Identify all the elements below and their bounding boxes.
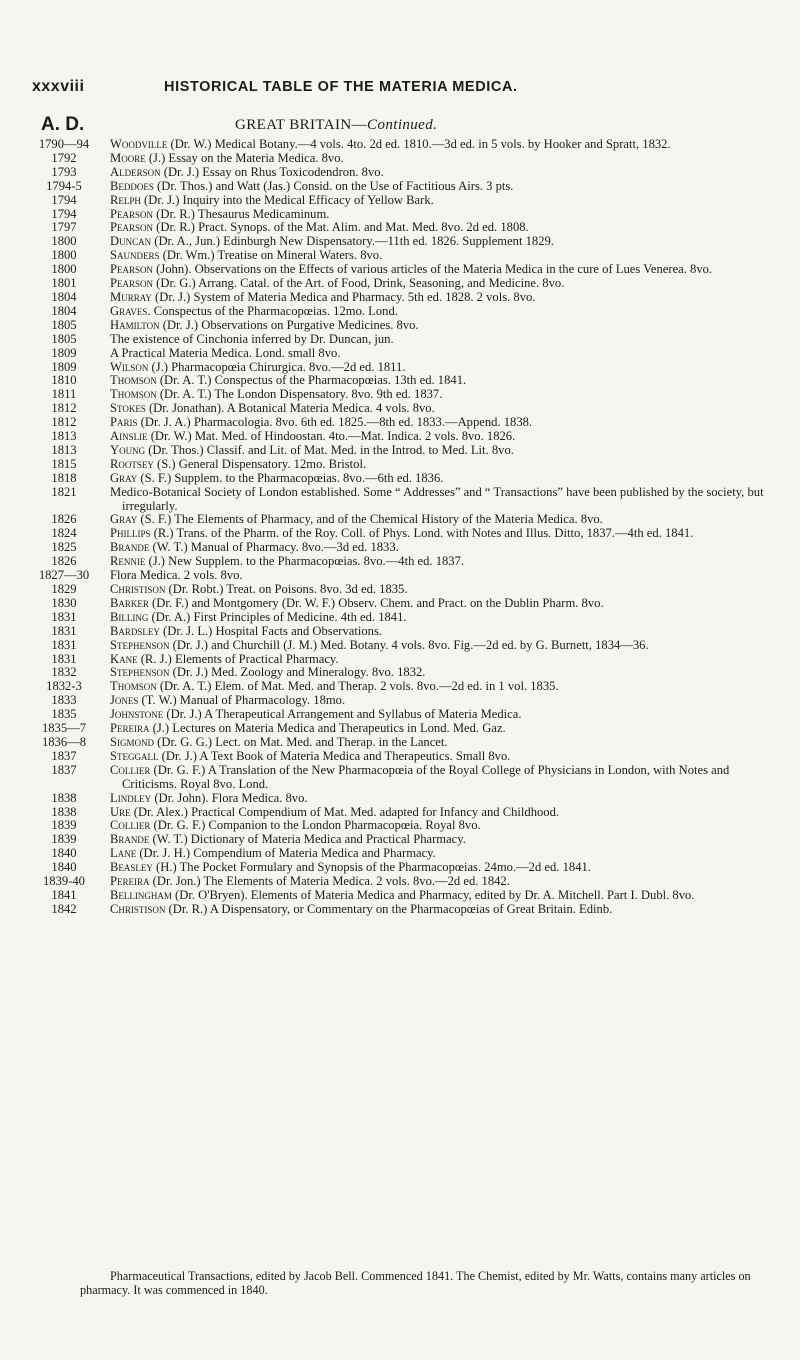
entry-year: 1835	[51, 707, 77, 722]
entry-description: (J.) New Supplem. to the Pharmacopœias. 8vo.—4th ed. 1837.	[145, 554, 465, 569]
entry-year: 1838	[51, 790, 77, 805]
entry-text	[110, 319, 785, 333]
entry-description: (Dr. Robt.) Treat. on Poisons. 8vo. 3d ed. 1835.	[165, 582, 408, 596]
page-number: xxxviii	[32, 78, 85, 95]
entry-author: Barker	[110, 595, 149, 610]
entry-row	[30, 374, 800, 388]
entry-year: 1831	[51, 609, 77, 624]
entry-row	[30, 319, 800, 333]
entry-text	[110, 861, 785, 875]
entry-row	[30, 249, 800, 263]
entry-row	[30, 152, 800, 166]
entry-row	[30, 527, 800, 541]
entry-description: (Dr. R.) Pract. Synops. of the Mat. Alim. and Mat. Med. 8vo. 2d ed. 1808.	[153, 220, 529, 235]
entry-text	[110, 277, 785, 291]
entry-author: Beddoes	[110, 178, 154, 193]
entry-row	[30, 639, 800, 653]
entry-description: (Dr. A., Jun.) Edinburgh New Dispensatory.—11th ed. 1826. Supplement 1829.	[151, 234, 554, 249]
entry-author: Thomson	[110, 679, 157, 694]
entry-author: Duncan	[110, 234, 152, 249]
entry-description: (Dr. J.) and Churchill (J. M.) Med. Botany. 4 vols. 8vo. Fig.—2d ed. by G. Burnett, 1834—36.	[169, 637, 649, 652]
entry-description: (R.) Trans. of the Pharm. of the Roy. Coll. of Phys. Lond. with Notes and Illus. Ditto, 1837.—4th ed. 1841.	[150, 526, 694, 541]
entry-row	[30, 402, 800, 416]
entry-row	[30, 541, 800, 555]
entry-author: Wilson	[110, 359, 149, 374]
entry-row	[30, 555, 800, 569]
entry-description: (Dr. Thos.) Classif. and Lit. of Mat. Med. in the Introd. to Med. Lit. 8vo.	[145, 442, 514, 457]
entry-row	[30, 513, 800, 527]
entry-description: (J.) Pharmacopœia Chirurgica. 8vo.—2d ed. 1811.	[148, 359, 406, 374]
entry-text	[110, 889, 785, 903]
entry-author: Stephenson	[110, 637, 170, 652]
entry-text	[110, 792, 785, 806]
entry-author: Pearson	[110, 220, 154, 235]
entry-author: Sigmond	[110, 734, 155, 749]
entry-year: 1841	[51, 887, 77, 902]
entry-year: 1805	[51, 317, 77, 332]
entry-year: 1811	[51, 387, 77, 402]
entry-author: Murray	[110, 289, 152, 304]
entry-author: Christison	[110, 582, 166, 596]
entry-year: 1812	[51, 401, 77, 416]
entry-year: 1840	[51, 846, 77, 861]
entry-text	[110, 235, 785, 249]
entry-year: 1838	[51, 804, 77, 819]
entry-description: (Dr. O'Bryen). Elements of Materia Medica and Pharmacy, edited by Dr. A. Mitchell. Part I. Dubl. 8vo.	[171, 887, 695, 902]
entry-text	[110, 402, 785, 416]
entry-text	[110, 361, 785, 375]
entry-row	[30, 889, 800, 903]
entry-text	[110, 221, 785, 235]
entry-text	[110, 736, 785, 750]
entry-author: Pearson	[110, 276, 154, 291]
entry-author: Rootsey	[110, 456, 154, 471]
entry-author: Lane	[110, 846, 137, 861]
entry-year: 1815	[51, 456, 77, 471]
entry-row	[30, 875, 800, 889]
entry-text	[110, 472, 785, 486]
entry-description: (Dr. W.) Medical Botany.—4 vols. 4to. 2d ed. 1810.—3d ed. in 5 vols. by Hooker and Spratt, 1832.	[167, 137, 671, 151]
entry-row	[30, 235, 800, 249]
entry-row	[30, 194, 800, 208]
entry-text	[110, 291, 785, 305]
entry-row	[30, 861, 800, 875]
entry-description: (Dr. G. G.) Lect. on Mat. Med. and Therap. in the Lancet.	[154, 734, 448, 749]
entry-author: Thomson	[110, 373, 157, 388]
entry-row	[30, 694, 800, 708]
page-header	[32, 78, 780, 100]
entry-row	[30, 653, 800, 667]
entry-author: Pereira	[110, 874, 150, 889]
entry-row	[30, 486, 800, 514]
entry-author: Lindley	[110, 790, 152, 805]
entry-author: Rennie	[110, 554, 146, 569]
entry-text	[110, 597, 785, 611]
entry-row	[30, 166, 800, 180]
entry-row	[30, 138, 800, 152]
entry-year: 1835—7	[41, 721, 87, 736]
entry-description: (Dr. Thos.) and Watt (Jas.) Consid. on the Use of Factitious Airs. 3 pts.	[153, 178, 514, 193]
entry-text	[110, 611, 785, 625]
entry-description: (Dr. F.) and Montgomery (Dr. W. F.) Observ. Chem. and Pract. on the Dublin Pharm. 8vo.	[148, 595, 604, 610]
entry-year: 1827—30	[38, 568, 90, 583]
entry-text	[110, 388, 785, 402]
entry-row	[30, 583, 800, 597]
entry-text	[110, 555, 785, 569]
entry-year: 1793	[51, 164, 77, 179]
running-title: HISTORICAL TABLE OF THE MATERIA MEDICA.	[164, 79, 518, 95]
entry-description: (T. W.) Manual of Pharmacology. 18mo.	[138, 693, 346, 708]
entry-description: (Dr. J.) Med. Zoology and Mineralogy. 8vo. 1832.	[169, 665, 426, 680]
entry-row	[30, 833, 800, 847]
entry-author: Stokes	[110, 401, 146, 416]
entry-row	[30, 680, 800, 694]
entry-year: 1805	[51, 331, 77, 346]
entry-description: (Dr. W.) Mat. Med. of Hindoostan. 4to.—Mat. Indica. 2 vols. 8vo. 1826.	[147, 429, 516, 444]
entry-author: Thomson	[110, 387, 157, 402]
entry-row	[30, 458, 800, 472]
entry-author: Ainslie	[110, 429, 148, 444]
entry-year: 1832	[51, 665, 77, 680]
entry-author: Graves	[110, 303, 148, 318]
entry-description: (Dr. A. T.) Elem. of Mat. Med. and Therap. 2 vols. 8vo.—2d ed. in 1 vol. 1835.	[156, 679, 559, 694]
entry-row	[30, 750, 800, 764]
entry-year: 1837	[51, 748, 77, 763]
entry-description: Flora Medica. 2 vols. 8vo.	[110, 568, 243, 583]
entry-year: 1800	[51, 248, 77, 263]
entry-text	[110, 430, 785, 444]
entry-text	[110, 819, 785, 833]
entry-year: 1830	[51, 595, 77, 610]
section-title-main: GREAT BRITAIN—	[235, 117, 368, 133]
entry-text	[110, 764, 785, 792]
entry-row	[30, 221, 800, 235]
entry-row	[30, 305, 800, 319]
entry-description: (Dr. A.) First Principles of Medicine. 4th ed. 1841.	[148, 609, 407, 624]
entry-description: . Conspectus of the Pharmacopœias. 12mo. Lond.	[147, 303, 398, 318]
entry-text	[110, 444, 785, 458]
entry-text	[110, 513, 785, 527]
bibliography-list	[30, 138, 800, 917]
entry-year: 1800	[51, 262, 77, 277]
entry-description: (Dr. J.) Observations on Purgative Medicines. 8vo.	[159, 317, 419, 332]
entry-text	[110, 680, 785, 694]
entry-author: Beasley	[110, 860, 153, 875]
entry-year: 1825	[51, 540, 77, 555]
entry-author: Brande	[110, 540, 150, 555]
entry-description: (Dr. J. L.) Hospital Facts and Observations.	[159, 623, 383, 638]
entry-row	[30, 291, 800, 305]
entry-year: 1809	[51, 359, 77, 374]
entry-row	[30, 764, 800, 792]
entry-year: 1810	[51, 373, 77, 388]
entry-text	[110, 708, 785, 722]
entry-text	[110, 333, 785, 347]
entry-author: Relph	[110, 192, 141, 207]
entry-row	[30, 333, 800, 347]
entry-text	[110, 541, 785, 555]
entry-text	[110, 666, 785, 680]
entry-description: (S.) General Dispensatory. 12mo. Bristol.	[153, 456, 367, 471]
entry-description: (Dr. J. A.) Pharmacologia. 8vo. 6th ed. 1825.—8th ed. 1833.—Append. 1838.	[137, 415, 533, 430]
entry-description: (Dr. John). Flora Medica. 8vo.	[151, 790, 308, 805]
entry-author: Kane	[110, 651, 138, 666]
entry-year: 1839	[51, 818, 77, 833]
entry-author: Collier	[110, 818, 151, 833]
entry-row	[30, 277, 800, 291]
entry-row	[30, 416, 800, 430]
entry-description: (W. T.) Manual of Pharmacy. 8vo.—3d ed. 1833.	[149, 540, 399, 555]
entry-year: 1809	[51, 345, 77, 360]
entry-description: (Dr. G. F.) A Translation of the New Pharmacopœia of the Royal College of Physicians in London, with Notes and Criticisms. Royal 8vo. Lond.	[122, 762, 730, 791]
entry-description: (Dr. Jon.) The Elements of Materia Medica. 2 vols. 8vo.—2d ed. 1842.	[149, 874, 510, 889]
entry-text	[110, 180, 785, 194]
entry-text	[110, 138, 785, 152]
entry-description: (Dr. R.) A Dispensatory, or Commentary on the Pharmacopœias of Great Britain. Edinb.	[165, 901, 613, 916]
entry-description: (S. F.) The Elements of Pharmacy, and of the Chemical History of the Materia Medica. 8vo.	[137, 512, 603, 527]
entry-description: (W. T.) Dictionary of Materia Medica and Practical Pharmacy.	[149, 832, 466, 847]
entry-text	[110, 305, 785, 319]
entry-year: 1831	[51, 623, 77, 638]
entry-text	[110, 166, 785, 180]
entry-row	[30, 819, 800, 833]
entry-description: Medico-Botanical Society of London established. Some “ Addresses” and “ Transactions” have been published by the society, but irregularly.	[110, 484, 764, 513]
entry-row	[30, 736, 800, 750]
entry-row	[30, 611, 800, 625]
entry-author: Pearson	[110, 206, 154, 221]
entry-author: Stephenson	[110, 665, 170, 680]
section-title	[235, 117, 437, 134]
entry-description: (Dr. A. T.) Conspectus of the Pharmacopœias. 13th ed. 1841.	[156, 373, 467, 388]
entry-description: (Dr. A. T.) The London Dispensatory. 8vo. 9th ed. 1837.	[156, 387, 443, 402]
entry-description: (J.) Lectures on Materia Medica and Therapeutics in Lond. Med. Gaz.	[149, 721, 506, 736]
entry-author: Woodville	[110, 137, 168, 151]
entry-year: 1833	[51, 693, 77, 708]
entry-text	[110, 416, 785, 430]
entry-row	[30, 388, 800, 402]
entry-author: Gray	[110, 512, 138, 527]
entry-text	[110, 527, 785, 541]
entry-author: Steggall	[110, 748, 159, 763]
entry-row	[30, 569, 800, 583]
entry-description: (Dr. Jonathan). A Botanical Materia Medica. 4 vols. 8vo.	[145, 401, 435, 416]
entry-description: (S. F.) Supplem. to the Pharmacopœias. 8vo.—6th ed. 1836.	[137, 470, 444, 485]
entry-description: (R. J.) Elements of Practical Pharmacy.	[137, 651, 339, 666]
entry-row	[30, 208, 800, 222]
entry-row	[30, 666, 800, 680]
entry-author: Paris	[110, 415, 138, 430]
entry-year: 1826	[51, 554, 77, 569]
entry-author: Billing	[110, 609, 149, 624]
entry-author: Pearson	[110, 262, 154, 277]
entry-year: 1804	[51, 303, 77, 318]
entry-description: (J.) Essay on the Materia Medica. 8vo.	[145, 150, 344, 165]
entry-row	[30, 597, 800, 611]
entry-text	[110, 750, 785, 764]
entry-year: 1837	[51, 762, 77, 777]
entry-author: Saunders	[110, 248, 160, 263]
entry-year: 1804	[51, 289, 77, 304]
entry-text	[110, 486, 785, 514]
entry-text	[110, 625, 785, 639]
entry-author: Jones	[110, 693, 139, 708]
entry-text	[110, 639, 785, 653]
entry-year: 1832-3	[46, 679, 82, 694]
entry-author: Ure	[110, 804, 131, 819]
footnote: Pharmaceutical Transactions, edited by Jacob Bell. Commenced 1841. The Chemist, edited by Mr. Watts, contains many articles on pharmacy. It was commenced in 1840.	[80, 1269, 751, 1297]
entry-text	[110, 569, 785, 583]
entry-year: 1813	[51, 442, 77, 457]
entry-row	[30, 361, 800, 375]
entry-author: Phillips	[110, 526, 151, 541]
entry-year: 1818	[51, 470, 77, 485]
entry-year: 1794	[51, 206, 77, 221]
entry-author: Gray	[110, 470, 138, 485]
entry-description: The existence of Cinchonia inferred by Dr. Duncan, jun.	[110, 331, 394, 346]
entry-description: (Dr. J.) Inquiry into the Medical Efficacy of Yellow Bark.	[140, 192, 434, 207]
entry-text	[110, 722, 785, 736]
entry-row	[30, 430, 800, 444]
entry-year: 1821	[51, 484, 77, 499]
entry-year: 1801	[51, 276, 77, 291]
entry-year: 1842	[51, 901, 77, 916]
entry-author: Young	[110, 442, 146, 457]
entry-year: 1839-40	[43, 874, 85, 889]
entry-text	[110, 903, 785, 917]
entry-year: 1794	[51, 192, 77, 207]
entry-year: 1826	[51, 512, 77, 527]
entry-text	[110, 249, 785, 263]
entry-author: Hamilton	[110, 317, 160, 332]
entry-description: (Dr. Alex.) Practical Compendium of Mat. Med. adapted for Infancy and Childhood.	[130, 804, 560, 819]
section-title-continued: Continued.	[367, 117, 438, 133]
year-column-label: A. D.	[41, 114, 85, 135]
entry-author: Alderson	[110, 164, 161, 179]
entry-year: 1831	[51, 651, 77, 666]
entry-author: Bardsley	[110, 623, 160, 638]
entry-row	[30, 792, 800, 806]
entry-text	[110, 833, 785, 847]
entry-description: (H.) The Pocket Formulary and Synopsis of the Pharmacopœias. 24mo.—2d ed. 1841.	[152, 860, 591, 875]
entry-row	[30, 625, 800, 639]
entry-row	[30, 847, 800, 861]
entry-text	[110, 806, 785, 820]
entry-year: 1836—8	[41, 734, 87, 749]
entry-row	[30, 806, 800, 820]
entry-author: Pereira	[110, 721, 150, 736]
entry-row	[30, 263, 800, 277]
entry-author: Brande	[110, 832, 150, 847]
entry-text	[110, 263, 785, 277]
entry-description: (Dr. J.) A Text Book of Materia Medica and Therapeutics. Small 8vo.	[158, 748, 511, 763]
entry-year: 1840	[51, 860, 77, 875]
entry-text	[110, 152, 785, 166]
entry-author: Moore	[110, 150, 146, 165]
entry-year: 1794-5	[46, 178, 82, 193]
entry-description: (Dr. G.) Arrang. Catal. of the Art. of Food, Drink, Seasoning, and Medicine. 8vo.	[153, 276, 565, 291]
entry-row	[30, 722, 800, 736]
entry-row	[30, 708, 800, 722]
entry-year: 1792	[51, 150, 77, 165]
entry-year: 1812	[51, 415, 77, 430]
entry-row	[30, 347, 800, 361]
entry-year: 1839	[51, 832, 77, 847]
entry-description: (Dr. J. H.) Compendium of Materia Medica and Pharmacy.	[136, 846, 436, 861]
entry-text	[110, 847, 785, 861]
entry-row	[30, 472, 800, 486]
entry-description: (Dr. J.) System of Materia Medica and Pharmacy. 5th ed. 1828. 2 vols. 8vo.	[151, 289, 536, 304]
entry-description: (Dr. G. F.) Companion to the London Pharmacopœia. Royal 8vo.	[150, 818, 481, 833]
entry-description: A Practical Materia Medica. Lond. small 8vo.	[110, 345, 341, 360]
entry-text	[110, 694, 785, 708]
entry-author: Christison	[110, 901, 166, 916]
entry-year: 1831	[51, 637, 77, 652]
entry-description: (Dr. J.) Essay on Rhus Toxicodendron. 8vo.	[160, 164, 384, 179]
entry-year: 1800	[51, 234, 77, 249]
entry-row	[30, 180, 800, 194]
entry-text	[110, 458, 785, 472]
entry-text	[110, 208, 785, 222]
entry-text	[110, 347, 785, 361]
entry-description: (Dr. Wm.) Treatise on Mineral Waters. 8vo.	[159, 248, 383, 263]
entry-year: 1824	[51, 526, 77, 541]
entry-year: 1813	[51, 429, 77, 444]
entry-row	[30, 444, 800, 458]
entry-author: Collier	[110, 762, 151, 777]
entry-author: Johnstone	[110, 707, 164, 722]
entry-description: (John). Observations on the Effects of various articles of the Materia Medica in the cure of Lues Venerea. 8vo.	[153, 262, 713, 277]
entry-text	[110, 875, 785, 889]
entry-year: 1790—94	[38, 137, 90, 151]
entry-year: 1797	[51, 220, 77, 235]
entry-row	[30, 903, 800, 917]
entry-text	[110, 653, 785, 667]
entry-description: (Dr. J.) A Therapeutical Arrangement and Syllabus of Materia Medica.	[163, 707, 522, 722]
entry-year: 1829	[51, 582, 77, 596]
entry-text	[110, 374, 785, 388]
entry-text	[110, 583, 785, 597]
entry-text	[110, 194, 785, 208]
entry-description: (Dr. R.) Thesaurus Medicaminum.	[153, 206, 330, 221]
entry-author: Bellingham	[110, 887, 172, 902]
